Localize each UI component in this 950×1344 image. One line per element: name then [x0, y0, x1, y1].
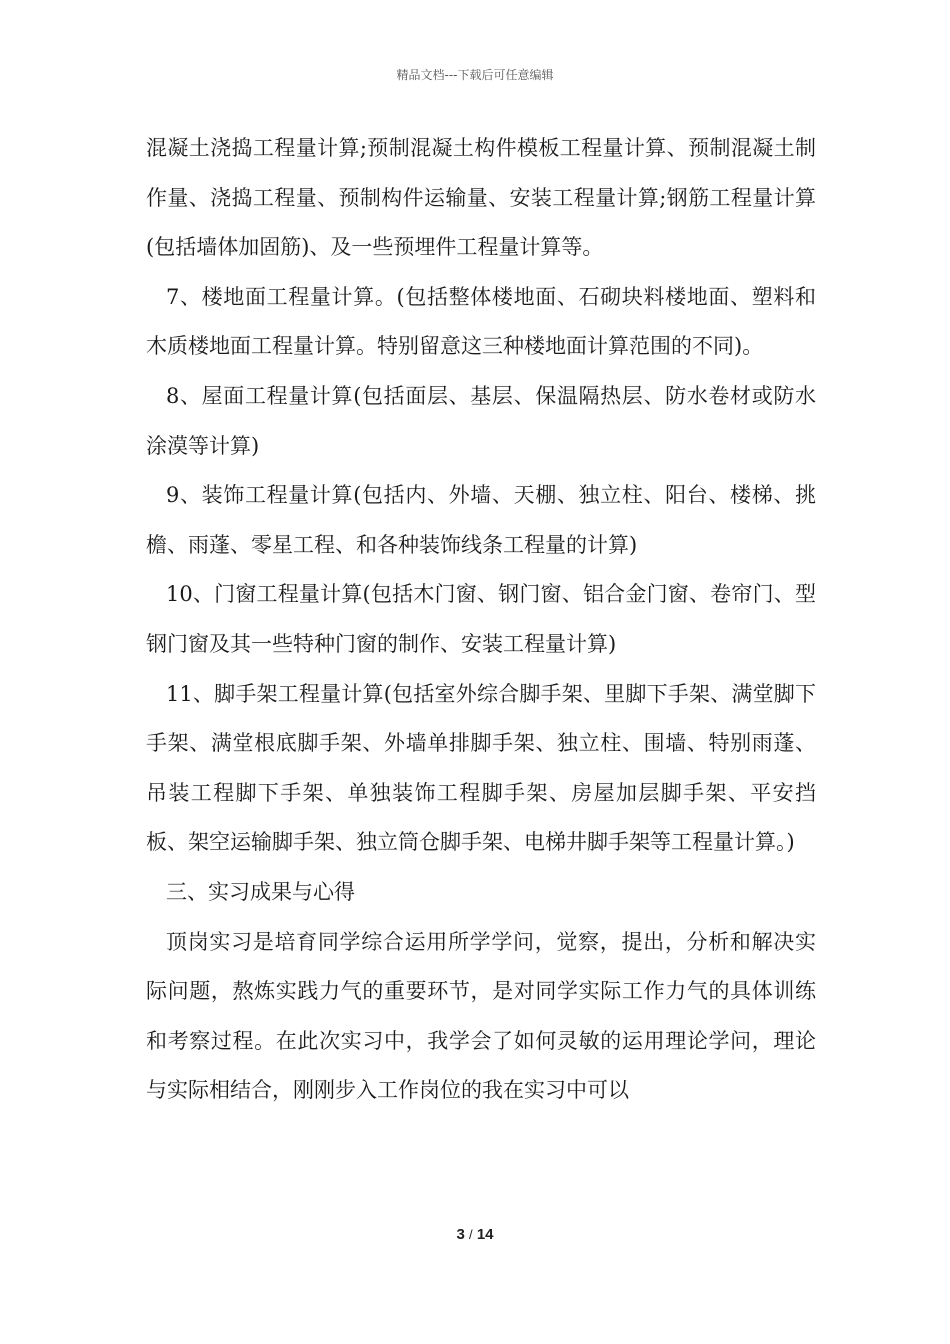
paragraph-5: 10、门窗工程量计算(包括木门窗、钢门窗、铝合金门窗、卷帘门、型钢门窗及其一些特种门窗的制作、安装工程量计算): [146, 582, 816, 656]
paragraph-7: 顶岗实习是培育同学综合运用所学学问，觉察，提出，分析和解决实际问题，熬炼实践力气的重要环节，是对同学实际工作力气的具体训练和考察过程。在此次实习中，我学会了如何灵敏的运用理论学问，理论与实际相结合，刚刚步入工作岗位的我在实习中可以: [146, 929, 816, 1103]
paragraph-6: 11、脚手架工程量计算(包括室外综合脚手架、里脚下手架、满堂脚下手架、满堂根底脚手架、外墙单排脚手架、独立柱、围墙、特别雨蓬、吊装工程脚下手架、单独装饰工程脚手架、房屋加层脚手架、平安挡板、架空运输脚手架、独立筒仓脚手架、电梯井脚手架等工程量计算。): [146, 681, 816, 855]
paragraph-4: 9、装饰工程量计算(包括内、外墙、天棚、独立柱、阳台、楼梯、挑檐、雨蓬、零星工程、和各种装饰线条工程量的计算): [146, 483, 816, 557]
page-header: 精品文档---下载后可任意编辑: [396, 68, 554, 82]
page-number: [0, 1226, 950, 1243]
page-separator: /: [469, 1227, 473, 1242]
paragraph-2: 7、楼地面工程量计算。(包括整体楼地面、石砌块料楼地面、塑料和木质楼地面工程量计算。特别留意这三种楼地面计算范围的不同)。: [146, 284, 816, 359]
section-heading: 三、实习成果与心得: [166, 879, 355, 904]
paragraph-1: 混凝土浇捣工程量计算;预制混凝土构件模板工程量计算、预制混凝土制作量、浇捣工程量、预制构件运输量、安装工程量计算;钢筋工程量计算(包括墙体加固筋)、及一些预埋件工程量计算等。: [146, 136, 816, 260]
page-current: 3: [456, 1226, 465, 1243]
paragraph-3: 8、屋面工程量计算(包括面层、基层、保温隔热层、防水卷材或防水涂漠等计算): [146, 383, 816, 458]
page-total: 14: [476, 1226, 494, 1243]
document-body: [146, 124, 816, 1116]
